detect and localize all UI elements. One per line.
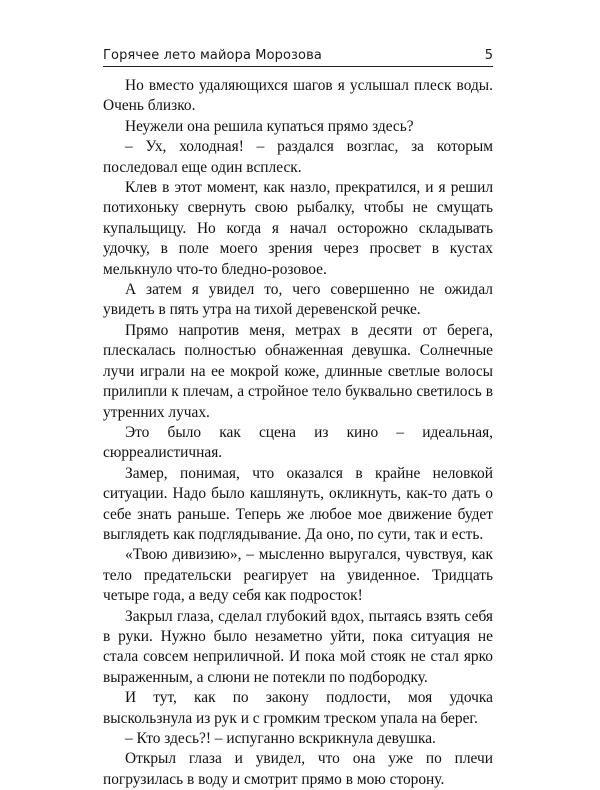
paragraph: Клев в этот момент, как назло, прекратился, и я решил потихоньку свернуть свою рыбалку, чтобы не смущать купальщицу. Но когда я начал осторожно складывать удочку, в поле моего зрения через просвет в кустах мелькнуло что-то бледно-розовое. — [103, 179, 493, 278]
header-rule — [103, 66, 493, 67]
paragraph: Закрыл глаза, сделал глубокий вдох, пытаясь взять себя в руки. Нужно было незаметно уйти, пока ситуация не стала совсем неприличной. И пока мой стояк не стал ярко выраженным, а слюни не потекли по подбородку. — [103, 607, 493, 686]
paragraph: Прямо напротив меня, метрах в десяти от берега, плескалась полностью обнаженная девушка. Солнечные лучи играли на ее мокрой коже, длинные светлые волосы прилипли к плечам, а стройное тело буквально светилось в утренних лучах. — [103, 321, 493, 421]
paragraph: «Твою дивизию», – мысленно выругался, чувствуя, как тело предательски реагирует на увиденное. Тридцать четыре года, а веду себя как подросток! — [103, 546, 493, 605]
body-text — [103, 76, 493, 790]
paragraph: Замер, понимая, что оказался в крайне неловкой ситуации. Надо было кашлянуть, окликнуть, как-то дать о себе знать раньше. Теперь же любое мое движение будет выглядеть как подглядывание. Да оно, по сути, так и есть. — [103, 464, 493, 543]
paragraph: Это было как сцена из кино – идеальная, сюрреалистичная. — [103, 423, 493, 462]
book-title: Горячее лето майора Морозова — [103, 48, 322, 63]
paragraph: – Кто здесь?! – испуганно вскрикнула девушка. — [125, 730, 436, 747]
paragraph: – Ух, холодная! – раздался возглас, за которым последовал еще один всплеск. — [103, 138, 493, 176]
paragraph: И тут, как по закону подлости, моя удочка выскользнула из рук и с громким треском упала на берег. — [103, 689, 493, 727]
paragraph: Но вместо удаляющихся шагов я услышал плеск воды. Очень близко. — [103, 77, 493, 115]
paragraph: А затем я увидел то, чего совершенно не ожидал увидеть в пять утра на тихой деревенской речке. — [103, 281, 493, 319]
page-number: 5 — [484, 48, 493, 63]
running-header — [103, 44, 493, 66]
paragraph: Открыл глаза и увидел, что она уже по плечи погрузилась в воду и смотрит прямо в мою сторону. — [103, 750, 493, 788]
paragraph: Неужели она решила купаться прямо здесь? — [125, 117, 414, 135]
